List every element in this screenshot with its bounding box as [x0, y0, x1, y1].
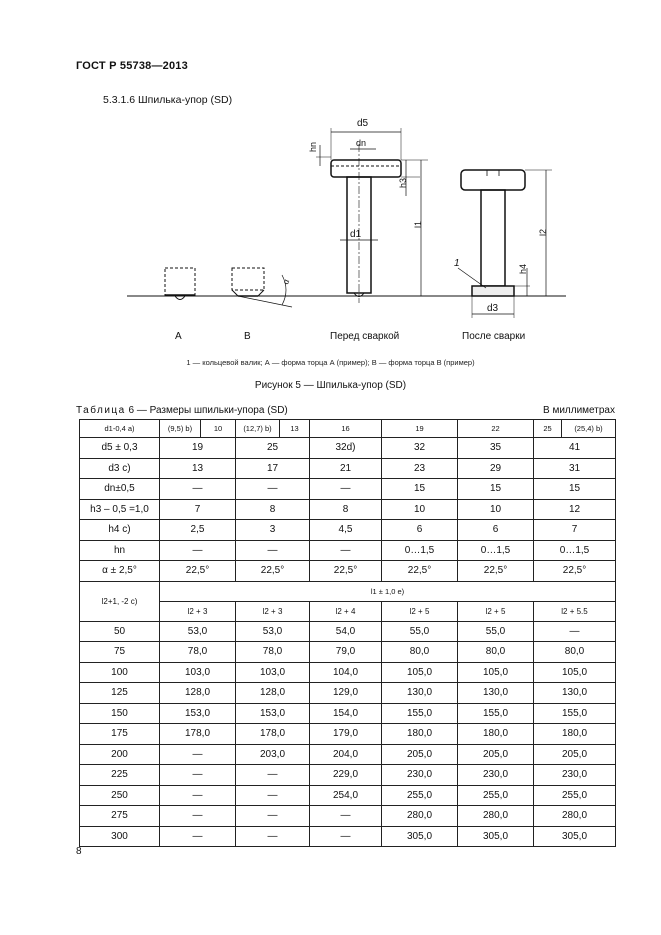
cell: 179,0 — [310, 724, 382, 745]
cell: — — [236, 826, 310, 847]
table-row — [80, 479, 616, 500]
row-label: hn — [80, 540, 160, 561]
cell: — — [310, 540, 382, 561]
cell: 55,0 — [382, 621, 458, 642]
document-code: ГОСТ Р 55738—2013 — [76, 60, 188, 72]
stud-figure — [0, 112, 661, 362]
table-row — [80, 806, 616, 827]
row-label: 100 — [80, 662, 160, 683]
cell: 205,0 — [534, 744, 616, 765]
cell: — — [236, 806, 310, 827]
cell: 8 — [310, 499, 382, 520]
cell: 23 — [382, 458, 458, 479]
cell: 230,0 — [382, 765, 458, 786]
cell: 41 — [534, 438, 616, 459]
cell: 280,0 — [534, 806, 616, 827]
row-label: 150 — [80, 703, 160, 724]
cell: — — [236, 765, 310, 786]
header-d1-value: 25 — [534, 420, 562, 438]
cell: 13 — [160, 458, 236, 479]
dn-label: dn — [356, 138, 367, 148]
cell: 4,5 — [310, 520, 382, 541]
figure-caption: Рисунок 5 — Шпилька-упор (SD) — [254, 380, 407, 391]
cell: 103,0 — [160, 662, 236, 683]
cell: 280,0 — [458, 806, 534, 827]
cell: 254,0 — [310, 785, 382, 806]
cell: 22,5° — [534, 561, 616, 582]
cell: 22,5° — [310, 561, 382, 582]
cell: 180,0 — [382, 724, 458, 745]
table-row — [80, 724, 616, 745]
cell: 78,0 — [236, 642, 310, 663]
cell: 129,0 — [310, 683, 382, 704]
cell: — — [310, 479, 382, 500]
table-row — [80, 581, 616, 601]
row-label: dn±0,5 — [80, 479, 160, 500]
l2-header: l2+1, -2 c) — [80, 581, 160, 621]
cell: 205,0 — [382, 744, 458, 765]
cell: 21 — [310, 458, 382, 479]
cell: 203,0 — [236, 744, 310, 765]
cell: 180,0 — [458, 724, 534, 745]
cell: 104,0 — [310, 662, 382, 683]
cell: 154,0 — [310, 703, 382, 724]
stud-dimensions-table — [79, 419, 616, 847]
alpha-label: α — [281, 278, 292, 286]
table-row — [80, 785, 616, 806]
table-caption-word: Таблица — [76, 405, 126, 416]
cell: 15 — [458, 479, 534, 500]
cell: — — [160, 765, 236, 786]
l1-label: l1 — [413, 220, 423, 228]
l1-formula: l2 + 3 — [236, 601, 310, 621]
table-header-row — [80, 420, 616, 438]
caption-a: A — [175, 331, 182, 342]
l1-span-header: l1 ± 1,0 e) — [160, 581, 616, 601]
cell: 205,0 — [458, 744, 534, 765]
cell: 3 — [236, 520, 310, 541]
d5-label: d5 — [357, 118, 369, 129]
cell: 79,0 — [310, 642, 382, 663]
l1-formula: l2 + 3 — [160, 601, 236, 621]
table-row — [80, 499, 616, 520]
cell: 25 — [236, 438, 310, 459]
table-caption — [76, 405, 288, 416]
cell: 7 — [160, 499, 236, 520]
cell: 305,0 — [458, 826, 534, 847]
cell: — — [160, 785, 236, 806]
row-label: d5 ± 0,3 — [80, 438, 160, 459]
table-row — [80, 621, 616, 642]
cell: 128,0 — [236, 683, 310, 704]
row-label: 175 — [80, 724, 160, 745]
cell: 155,0 — [458, 703, 534, 724]
table-units: В миллиметрах — [543, 405, 615, 416]
header-d1-value: (12,7) b) — [236, 420, 280, 438]
cell: 6 — [458, 520, 534, 541]
cell: 105,0 — [458, 662, 534, 683]
cell: — — [160, 540, 236, 561]
cell: 178,0 — [236, 724, 310, 745]
cell: 32 — [382, 438, 458, 459]
row-label: 275 — [80, 806, 160, 827]
cell: 130,0 — [382, 683, 458, 704]
cell: — — [236, 785, 310, 806]
cell: 229,0 — [310, 765, 382, 786]
cell: 80,0 — [534, 642, 616, 663]
cell: 305,0 — [382, 826, 458, 847]
end-form-b — [232, 268, 292, 307]
l2-label: l2 — [538, 228, 548, 236]
cell: 80,0 — [382, 642, 458, 663]
row-label: 200 — [80, 744, 160, 765]
cell: 53,0 — [236, 621, 310, 642]
cell: 31 — [534, 458, 616, 479]
row-label: 225 — [80, 765, 160, 786]
figure-legend: 1 — кольцевой валик; А — форма торца А (пример); В — форма торца В (пример) — [186, 358, 475, 367]
cell: 230,0 — [458, 765, 534, 786]
cell: 0…1,5 — [458, 540, 534, 561]
cell: — — [236, 540, 310, 561]
cell: 80,0 — [458, 642, 534, 663]
cell: 7 — [534, 520, 616, 541]
h3-label: h3 — [398, 177, 408, 188]
cell: 0…1,5 — [534, 540, 616, 561]
l1-formula: l2 + 4 — [310, 601, 382, 621]
cell: 155,0 — [534, 703, 616, 724]
table-row — [80, 561, 616, 582]
caption-b: B — [244, 331, 251, 342]
cell: 204,0 — [310, 744, 382, 765]
cell: — — [160, 744, 236, 765]
row-label: 125 — [80, 683, 160, 704]
cell: 305,0 — [534, 826, 616, 847]
cell: 15 — [382, 479, 458, 500]
header-d1-value: 16 — [310, 420, 382, 438]
h4-label: h4 — [518, 263, 528, 274]
cell: 10 — [382, 499, 458, 520]
weld-collar-callout: 1 — [454, 258, 460, 269]
cell: 230,0 — [534, 765, 616, 786]
header-d1: d1-0,4 a) — [80, 420, 160, 438]
d3-label: d3 — [487, 303, 499, 314]
table-row — [80, 540, 616, 561]
header-d1-value: (25,4) b) — [562, 420, 616, 438]
cell: 0…1,5 — [382, 540, 458, 561]
cell: 2,5 — [160, 520, 236, 541]
table-row — [80, 765, 616, 786]
table-row — [80, 826, 616, 847]
cell: 29 — [458, 458, 534, 479]
d1-label: d1 — [350, 229, 362, 240]
section-title: 5.3.1.6 Шпилька-упор (SD) — [103, 94, 233, 106]
cell: — — [310, 826, 382, 847]
cell: 128,0 — [160, 683, 236, 704]
table-row — [80, 662, 616, 683]
cell: 19 — [160, 438, 236, 459]
table-row — [80, 438, 616, 459]
header-d1-value: 22 — [458, 420, 534, 438]
cell: 255,0 — [382, 785, 458, 806]
cell: 35 — [458, 438, 534, 459]
l1-formula: l2 + 5.5 — [534, 601, 616, 621]
cell: 130,0 — [534, 683, 616, 704]
header-d1-value: (9,5) b) — [160, 420, 201, 438]
cell: 103,0 — [236, 662, 310, 683]
table-row — [80, 601, 616, 621]
cell: 130,0 — [458, 683, 534, 704]
cell: 153,0 — [160, 703, 236, 724]
cell: 53,0 — [160, 621, 236, 642]
length-rows — [80, 621, 616, 847]
row-label: d3 c) — [80, 458, 160, 479]
caption-after: После сварки — [462, 331, 526, 342]
row-label: 50 — [80, 621, 160, 642]
header-d1-value: 13 — [280, 420, 310, 438]
table-caption-rest: 6 — Размеры шпильки-упора (SD) — [125, 405, 288, 416]
cell: 22,5° — [382, 561, 458, 582]
table-row — [80, 458, 616, 479]
cell: 15 — [534, 479, 616, 500]
cell: 255,0 — [534, 785, 616, 806]
header-d1-value: 10 — [201, 420, 236, 438]
row-label: 300 — [80, 826, 160, 847]
cell: 12 — [534, 499, 616, 520]
table-row — [80, 683, 616, 704]
page-number: 8 — [76, 846, 82, 857]
cell: 54,0 — [310, 621, 382, 642]
row-label: h4 c) — [80, 520, 160, 541]
cell: 8 — [236, 499, 310, 520]
cell: 6 — [382, 520, 458, 541]
cell: 22,5° — [458, 561, 534, 582]
cell: — — [160, 479, 236, 500]
cell: — — [160, 806, 236, 827]
cell: 22,5° — [236, 561, 310, 582]
cell: 178,0 — [160, 724, 236, 745]
row-label: 250 — [80, 785, 160, 806]
table-row — [80, 703, 616, 724]
row-label: h3 – 0,5 =1,0 — [80, 499, 160, 520]
cell: 155,0 — [382, 703, 458, 724]
cell: — — [310, 806, 382, 827]
cell: 180,0 — [534, 724, 616, 745]
cell: 10 — [458, 499, 534, 520]
cell: 55,0 — [458, 621, 534, 642]
cell: 22,5° — [160, 561, 236, 582]
table-row — [80, 744, 616, 765]
cell: 105,0 — [534, 662, 616, 683]
cell: 32d) — [310, 438, 382, 459]
l1-formula: l2 + 5 — [458, 601, 534, 621]
cell: 153,0 — [236, 703, 310, 724]
header-d1-value: 19 — [382, 420, 458, 438]
table-row — [80, 520, 616, 541]
row-label: α ± 2,5° — [80, 561, 160, 582]
cell: — — [534, 621, 616, 642]
cell: 105,0 — [382, 662, 458, 683]
cell: — — [236, 479, 310, 500]
cell: 78,0 — [160, 642, 236, 663]
cell: 255,0 — [458, 785, 534, 806]
cell: 280,0 — [382, 806, 458, 827]
cell: 17 — [236, 458, 310, 479]
l1-formula: l2 + 5 — [382, 601, 458, 621]
end-form-a — [165, 268, 195, 300]
row-label: 75 — [80, 642, 160, 663]
cell: — — [160, 826, 236, 847]
table-row — [80, 642, 616, 663]
stud-before-welding — [308, 118, 428, 303]
hn-label: hn — [308, 141, 318, 152]
caption-before: Перед сваркой — [330, 331, 400, 342]
